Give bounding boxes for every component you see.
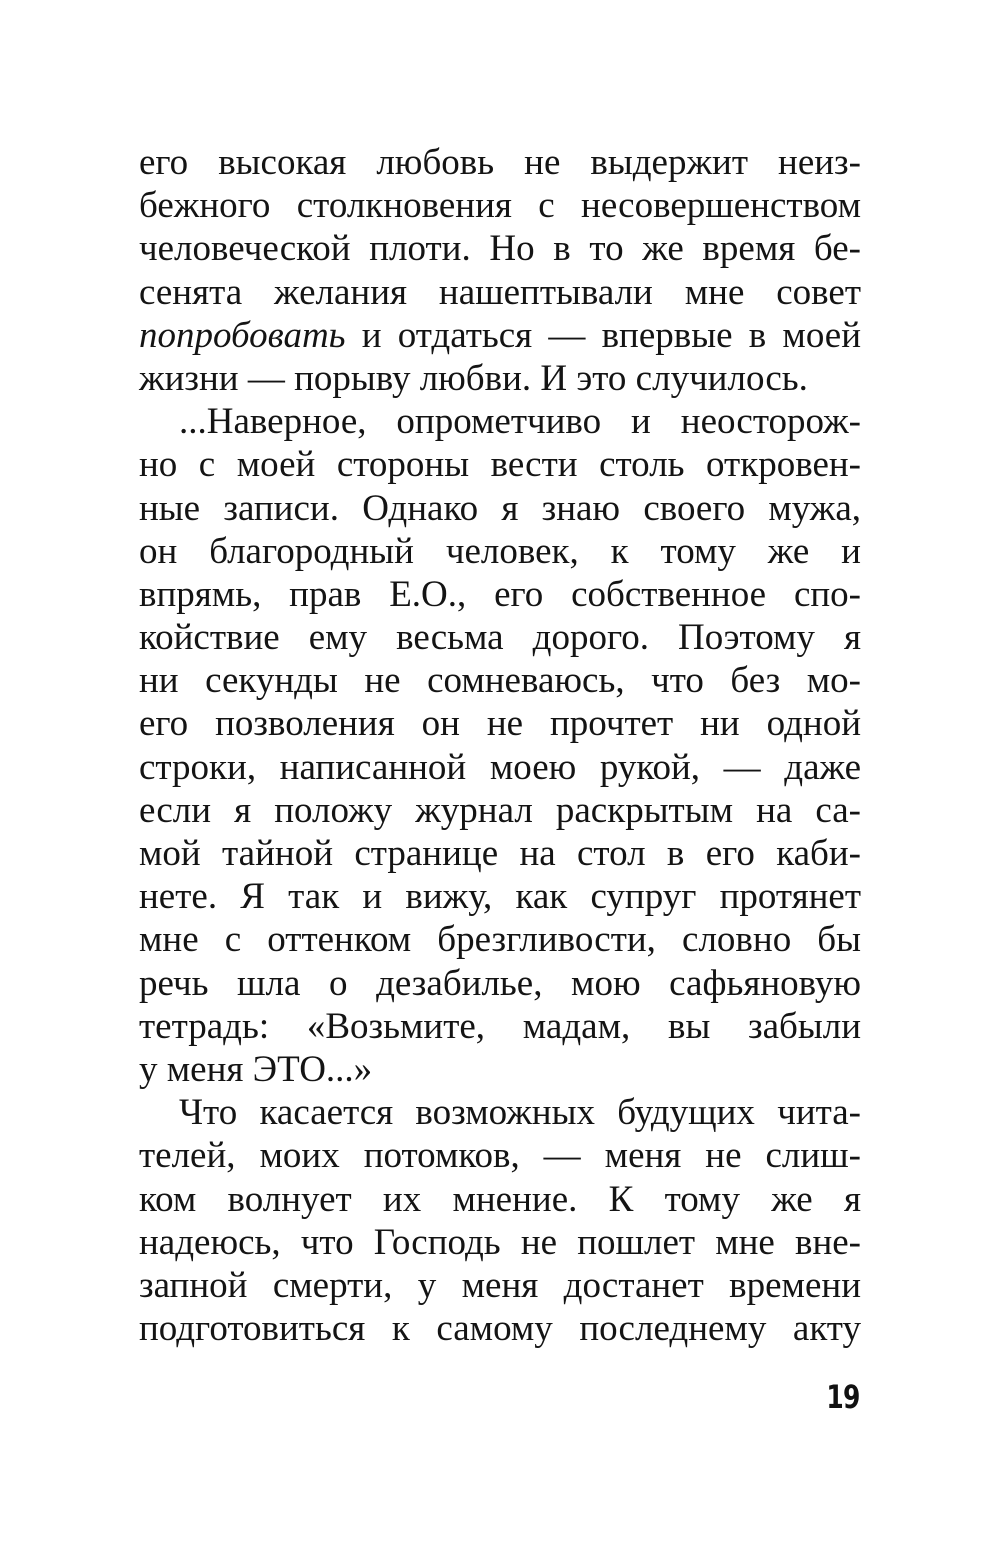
- text-line: нете. Я так и вижу, как супруг протянет: [139, 876, 861, 918]
- text-line: тетрадь: «Возьмите, мадам, вы забыли: [139, 1005, 861, 1047]
- text-line: строки, написанной моею рукой, — даже: [139, 746, 861, 788]
- body-text: [139, 141, 861, 1350]
- text-line: если я положу журнал раскрытым на са-: [139, 789, 861, 831]
- text-line: Что касается возможных будущих чита-: [179, 1092, 861, 1134]
- text-line: у меня ЭТО...»: [139, 1048, 373, 1090]
- text-line: сенята желания нашептывали мне совет: [139, 271, 861, 313]
- text-line: ком волнует их мнение. К тому же я: [139, 1178, 861, 1220]
- text-line: речь шла о дезабилье, мою сафьяновую: [139, 962, 861, 1004]
- text-line: его высокая любовь не выдержит неиз-: [139, 142, 861, 183]
- text-line: мой тайной странице на стол в его каби-: [139, 833, 861, 874]
- text-line: жизни — порыву любви. И это случилось.: [139, 357, 808, 399]
- text-line: койствие ему весьма дорого. Поэтому я: [139, 617, 861, 659]
- text-line: ...Наверное, опрометчиво и неосторож-: [179, 401, 861, 443]
- text-line: [139, 314, 861, 357]
- text-line: впрямь, прав Е.О., его собственное спо-: [139, 573, 861, 615]
- text-line: но с моей стороны вести столь откровен-: [139, 444, 861, 486]
- text-line: подготовиться к самому последнему акту: [139, 1308, 861, 1350]
- text-line: мне с оттенком брезгливости, словно бы: [139, 919, 861, 961]
- text-line: телей, моих потомков, — меня не слиш-: [139, 1135, 861, 1177]
- text-line: человеческой плоти. Но в то же время бе-: [139, 228, 861, 270]
- text-line: его позволения он не прочтет ни одной: [139, 703, 861, 745]
- text-line-rest: и отдаться — впервые в моей: [345, 314, 861, 356]
- text-line: ни секунды не сомневаюсь, что без мо-: [139, 660, 861, 702]
- text-line: ные записи. Однако я знаю своего мужа,: [139, 487, 861, 529]
- text-line: надеюсь, что Господь не пошлет мне вне-: [139, 1221, 861, 1263]
- text-line: запной смерти, у меня достанет времени: [139, 1264, 861, 1306]
- italic-word: попробовать: [139, 314, 346, 356]
- text-line: бежного столкновения с несовершенством: [139, 185, 861, 227]
- text-line: он благородный человек, к тому же и: [139, 530, 861, 572]
- page-number: 19: [826, 1378, 860, 1416]
